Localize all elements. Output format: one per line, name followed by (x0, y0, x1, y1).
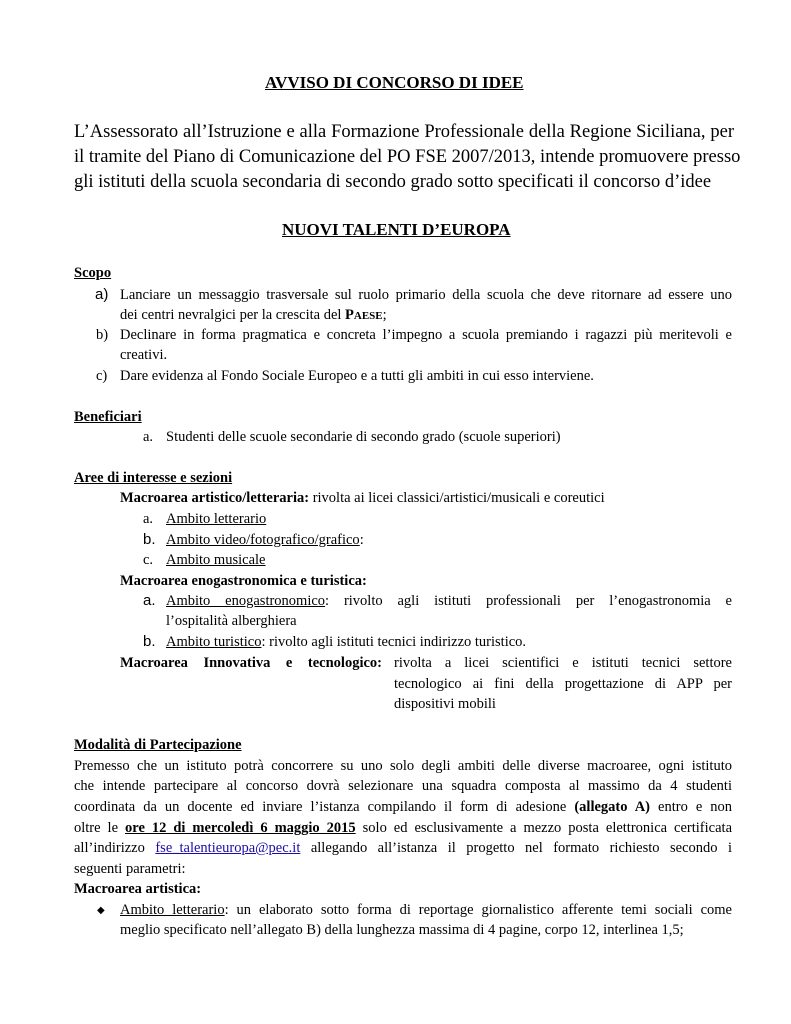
macroarea-artistica-heading: Macroarea artistica: (74, 881, 202, 897)
modalita-line-5: all’indirizzo fse_talentieuropa@pec.it allegando all’istanza il progetto nel formato richiesto secondo i (74, 840, 733, 856)
macro1-item-a: Ambito letterario (166, 511, 267, 527)
section-heading-scopo: Scopo (74, 265, 112, 281)
modalita-line-1: Premesso che un istituto potrà concorrere su uno solo degli ambiti delle diverse macroaree, ogni istituto (74, 758, 732, 774)
modalita-bullet-line-2: meglio specificato nell’allegato B) della lunghezza massima di 4 pagine, corpo 12, interlinea 1,5; (120, 922, 684, 938)
contest-name: NUOVI TALENTI D’EUROPA (282, 220, 511, 239)
section-heading-aree: Aree di interesse e sezioni (74, 470, 233, 486)
scopo-marker-c: c) (96, 368, 108, 384)
macroarea-enogastronomica: Macroarea enogastronomica e turistica: (120, 573, 367, 589)
macro2-item-b: Ambito turistico: rivolto agli istituti tecnici indirizzo turistico. (166, 634, 527, 650)
intro-line-2: il tramite del Piano di Comunicazione del PO FSE 2007/2013, intende promuovere presso (74, 147, 741, 167)
macro2-item-a-line-1: Ambito enogastronomico: rivolto agli istituti professionali per l’enogastronomia e (166, 593, 732, 609)
email-link[interactable]: fse_talentieuropa@pec.it (155, 840, 301, 856)
scopo-item-b-line-2: creativi. (120, 347, 168, 363)
section-heading-modalita: Modalità di Partecipazione (74, 737, 242, 753)
modalita-line-6: seguenti parametri: (74, 861, 186, 877)
section-heading-beneficiari: Beneficiari (74, 409, 142, 425)
macro1-item-c: Ambito musicale (166, 552, 266, 568)
intro-line-1: L’Assessorato all’Istruzione e alla Formazione Professionale della Regione Siciliana, per (74, 122, 734, 142)
macroarea-innovativa: Macroarea Innovativa e tecnologico: (120, 655, 382, 671)
modalita-line-3: coordinata da un docente ed inviare l’istanza compilando il form di adesione (allegato A) entro e non (74, 799, 733, 815)
scopo-marker-b: b) (96, 327, 109, 343)
intro-line-3: gli istituti della scuola secondaria di secondo grado sotto specificati il concorso d’idee (74, 172, 712, 192)
macro2-marker-b: b. (143, 633, 156, 650)
modalita-bullet-line-1: Ambito letterario: un elaborato sotto forma di reportage giornalistico afferente temi sociali come (120, 902, 732, 918)
document-title: AVVISO DI CONCORSO DI IDEE (265, 73, 524, 92)
deadline-text: ore 12 di mercoledì 6 maggio 2015 (125, 820, 356, 836)
beneficiari-item-a: Studenti delle scuole secondarie di secondo grado (scuole superiori) (166, 429, 561, 445)
macro1-marker-b: b. (143, 531, 156, 548)
macroarea-artistico: Macroarea artistico/letteraria: rivolta ai licei classici/artistici/musicali e coreutici (120, 490, 605, 506)
macro1-item-b: Ambito video/fotografico/grafico: (166, 532, 364, 548)
modalita-line-2: che intende partecipare al concorso dovrà selezionare una squadra composta al massimo da 4 studenti (74, 778, 732, 794)
macro2-item-a-line-2: l’ospitalità alberghiera (166, 613, 297, 629)
scopo-marker-a: a) (95, 286, 109, 303)
scopo-item-a-line-2: dei centri nevralgici per la crescita del PAESE; (120, 307, 387, 323)
macro3-line-3: dispositivi mobili (394, 696, 496, 712)
diamond-bullet-icon: ◆ (97, 905, 105, 916)
scopo-item-c-line-1: Dare evidenza al Fondo Sociale Europeo e a tutti gli ambiti in cui esso interviene. (120, 368, 594, 384)
beneficiari-marker-a: a. (143, 429, 154, 445)
scopo-item-a-line-1: Lanciare un messaggio trasversale sul ruolo primario della scuola che deve ritornare ad essere uno (120, 287, 732, 303)
modalita-line-4: oltre le ore 12 di mercoledì 6 maggio 2015 solo ed esclusivamente a mezzo posta elettronica certificata (74, 820, 732, 836)
macro2-marker-a: a. (143, 592, 156, 609)
macro3-line-1: rivolta a licei scientifici e istituti tecnici settore (394, 655, 732, 671)
scopo-item-b-line-1: Declinare in forma pragmatica e concreta l’impegno a scuola premiando i ragazzi più meritevoli e (120, 327, 732, 343)
macro1-marker-a: a. (143, 511, 154, 527)
macro3-line-2: tecnologico ai fini della progettazione di APP per (394, 676, 732, 692)
macro1-marker-c: c. (143, 552, 154, 568)
